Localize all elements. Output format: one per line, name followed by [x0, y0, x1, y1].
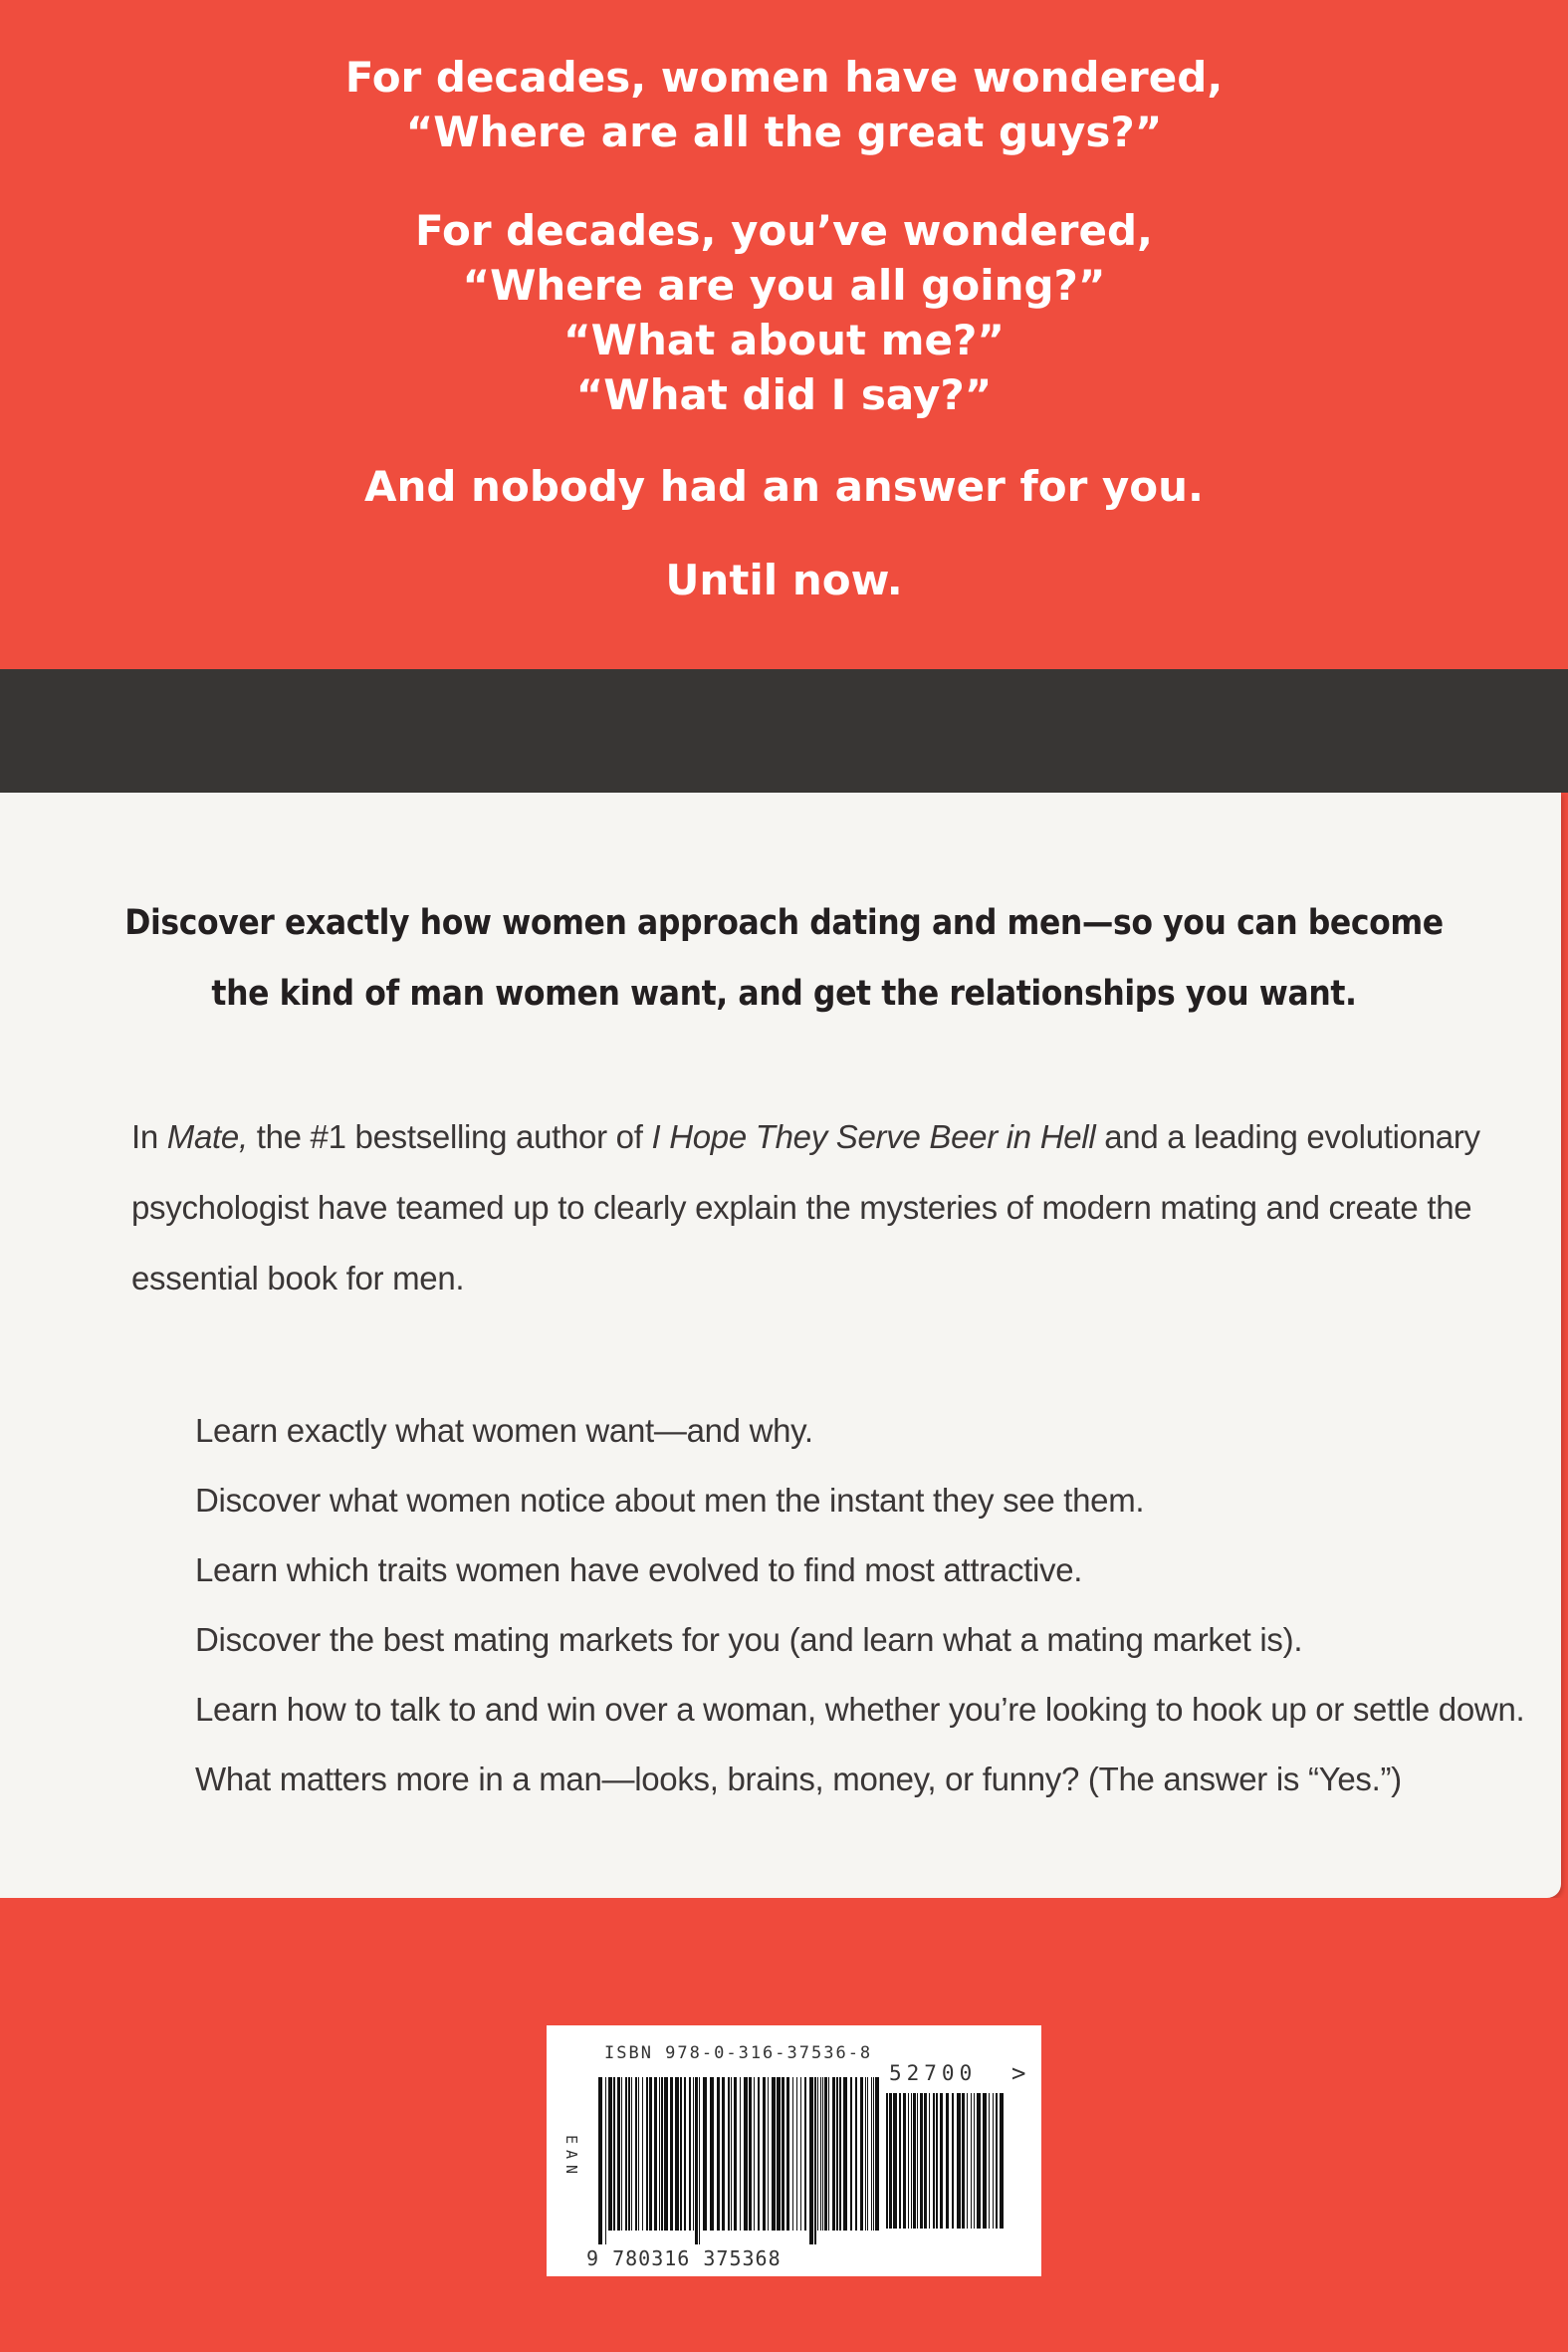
barcode-bar: [631, 2077, 632, 2231]
barcode-bar: [689, 2077, 691, 2231]
teaser-line: Until now.: [665, 556, 903, 604]
body-line: [131, 1101, 1480, 1172]
barcode-bar: [962, 2093, 965, 2229]
barcode-bar: [670, 2077, 673, 2231]
barcode-bar: [598, 2077, 602, 2244]
feature-item: Learn how to talk to and win over a woman, whether you’re looking to hook up or settle down.: [195, 1691, 1525, 1728]
ean-label: EAN: [562, 2135, 580, 2181]
teaser-paragraph-1: [0, 50, 1568, 159]
price-barcode-bars: [886, 2093, 1004, 2242]
barcode-bar: [661, 2077, 663, 2231]
barcode-bar: [796, 2077, 797, 2231]
barcode-bar: [664, 2077, 668, 2231]
barcode-bar: [933, 2093, 935, 2229]
barcode-bar: [777, 2077, 781, 2231]
barcode-bar: [822, 2077, 823, 2231]
barcode-bar: [717, 2077, 720, 2231]
barcode-bar: [654, 2077, 657, 2231]
barcode-bar: [605, 2077, 606, 2244]
teaser-paragraph-4: [0, 553, 1568, 607]
barcode-bar: [875, 2077, 879, 2231]
feature-item: Discover the best mating markets for you (and learn what a mating market is).: [195, 1621, 1303, 1658]
headline: [0, 888, 1568, 1030]
barcode-bar: [983, 2093, 987, 2229]
barcode-bar: [820, 2077, 821, 2231]
barcode-bar: [695, 2077, 698, 2244]
barcode-bar: [817, 2077, 818, 2231]
barcode-bar: [836, 2077, 838, 2231]
headline-line: the kind of man women want, and get the relationships you want.: [211, 974, 1357, 1014]
barcode-bar: [613, 2077, 615, 2231]
barcode-bar: [989, 2093, 990, 2229]
barcode-bar: [772, 2077, 776, 2231]
barcode-bar: [1000, 2093, 1004, 2229]
barcode-bar: [703, 2077, 707, 2231]
barcode-bar: [675, 2077, 679, 2231]
barcode-bar: [828, 2077, 829, 2231]
barcode-bar: [734, 2077, 737, 2231]
barcode-bar: [800, 2077, 801, 2231]
barcode-bar: [684, 2077, 686, 2231]
barcode-bar: [786, 2077, 789, 2231]
feature-item: Discover what women notice about men the instant they see them.: [195, 1482, 1145, 1519]
teaser-line: “Where are you all going?”: [462, 261, 1106, 310]
barcode-bar: [903, 2093, 906, 2229]
barcode-bar: [649, 2077, 652, 2231]
barcode-bar: [792, 2077, 793, 2231]
barcode-bar: [917, 2093, 918, 2229]
teaser-line: For decades, women have wondered,: [344, 53, 1224, 102]
barcode-bar: [993, 2093, 994, 2229]
barcode-bar: [936, 2093, 938, 2229]
barcode-bar: [929, 2093, 930, 2229]
barcode-bar: [659, 2077, 660, 2231]
price-arrow: >: [1011, 2059, 1026, 2087]
barcode-bar: [768, 2077, 769, 2231]
price-code: 52700: [889, 2061, 978, 2085]
barcode-bar: [886, 2093, 888, 2229]
barcode-bar: [621, 2077, 622, 2231]
barcode-bar: [763, 2077, 766, 2231]
barcode-bar: [699, 2077, 700, 2244]
barcode-bar: [608, 2077, 612, 2231]
barcode-bar: [977, 2093, 981, 2229]
barcode-bar: [996, 2093, 998, 2229]
teaser-line: “What did I say?”: [575, 370, 993, 419]
barcode-bar: [893, 2093, 897, 2229]
barcode-bar: [758, 2077, 760, 2231]
barcode-bar: [889, 2093, 892, 2229]
book-title-italic: Mate,: [166, 1118, 248, 1155]
barcode-bar: [871, 2077, 872, 2231]
barcode-bar: [920, 2093, 923, 2229]
teaser-line: “What about me?”: [563, 316, 1005, 364]
feature-item: What matters more in a man—looks, brains, money, or funny? (The answer is “Yes.”): [195, 1761, 1402, 1797]
feature-list: [195, 1396, 1524, 1814]
barcode-bar: [814, 2077, 816, 2244]
ean-barcode-bars: [598, 2077, 881, 2244]
teaser-line: For decades, you’ve wondered,: [415, 206, 1153, 255]
barcode-bar: [971, 2093, 972, 2229]
headline-line: Discover exactly how women approach dating and men—so you can become: [124, 903, 1444, 943]
barcode-bar: [843, 2077, 847, 2231]
barcode-bar: [625, 2077, 627, 2231]
ean-digits: 9 780316 375368: [586, 2246, 782, 2270]
barcode-bar: [940, 2093, 943, 2229]
dark-divider-band: [0, 669, 1568, 793]
teaser-paragraph-3: [0, 459, 1568, 514]
body-text: In: [131, 1118, 167, 1155]
barcode-bar: [824, 2077, 827, 2231]
barcode-bar: [680, 2077, 682, 2231]
barcode-bar: [908, 2093, 909, 2229]
barcode-bar: [946, 2093, 949, 2229]
barcode-bar: [867, 2077, 868, 2231]
barcode-label: [547, 2025, 1041, 2276]
barcode-bar: [617, 2077, 620, 2231]
isbn-number: ISBN 978-0-316-37536-8: [604, 2043, 873, 2063]
body-line: essential book for men.: [131, 1260, 465, 1296]
description-panel: [0, 793, 1561, 1898]
feature-item: Learn exactly what women want—and why.: [195, 1412, 813, 1449]
barcode-bar: [832, 2077, 835, 2231]
barcode-bar: [642, 2077, 643, 2231]
barcode-bar: [804, 2077, 806, 2231]
barcode-bar: [967, 2093, 968, 2229]
barcode-bar: [744, 2077, 748, 2231]
barcode-bar: [850, 2077, 852, 2231]
barcode-bar: [855, 2077, 857, 2231]
body-text: the #1 bestselling author of: [247, 1118, 652, 1155]
body-paragraph: [131, 1101, 1480, 1313]
feature-item: Learn which traits women have evolved to find most attractive.: [195, 1551, 1083, 1588]
barcode-bar: [693, 2077, 694, 2231]
barcode-bar: [957, 2093, 961, 2229]
barcode-bar: [635, 2077, 637, 2231]
barcode-bar: [952, 2093, 954, 2229]
barcode-bar: [899, 2093, 901, 2229]
barcode-bar: [646, 2077, 648, 2231]
barcode-bar: [809, 2077, 813, 2244]
body-text: and a leading evolutionary: [1095, 1118, 1480, 1155]
barcode-bar: [628, 2077, 630, 2231]
barcode-bar: [873, 2077, 874, 2231]
barcode-bar: [911, 2093, 912, 2229]
barcode-bar: [865, 2077, 866, 2231]
body-line: psychologist have teamed up to clearly explain the mysteries of modern mating and create the: [131, 1189, 1472, 1226]
barcode-bar: [974, 2093, 975, 2229]
teaser-line: And nobody had an answer for you.: [363, 462, 1205, 511]
barcode-bar: [710, 2077, 714, 2231]
barcode-bar: [754, 2077, 755, 2231]
barcode-bar: [731, 2077, 732, 2231]
barcode-bar: [740, 2077, 741, 2231]
barcode-bar: [839, 2077, 841, 2231]
barcode-bar: [638, 2077, 639, 2231]
other-book-title-italic: I Hope They Serve Beer in Hell: [651, 1118, 1096, 1155]
barcode-bar: [728, 2077, 730, 2231]
barcode-bar: [924, 2093, 927, 2229]
barcode-bar: [782, 2077, 784, 2231]
teaser-line: “Where are all the great guys?”: [405, 108, 1163, 156]
teaser-paragraph-2: [0, 203, 1568, 422]
barcode-bar: [913, 2093, 916, 2229]
top-red-band: [0, 0, 1568, 669]
barcode-bar: [722, 2077, 725, 2231]
barcode-bar: [860, 2077, 863, 2231]
barcode-bar: [749, 2077, 752, 2231]
